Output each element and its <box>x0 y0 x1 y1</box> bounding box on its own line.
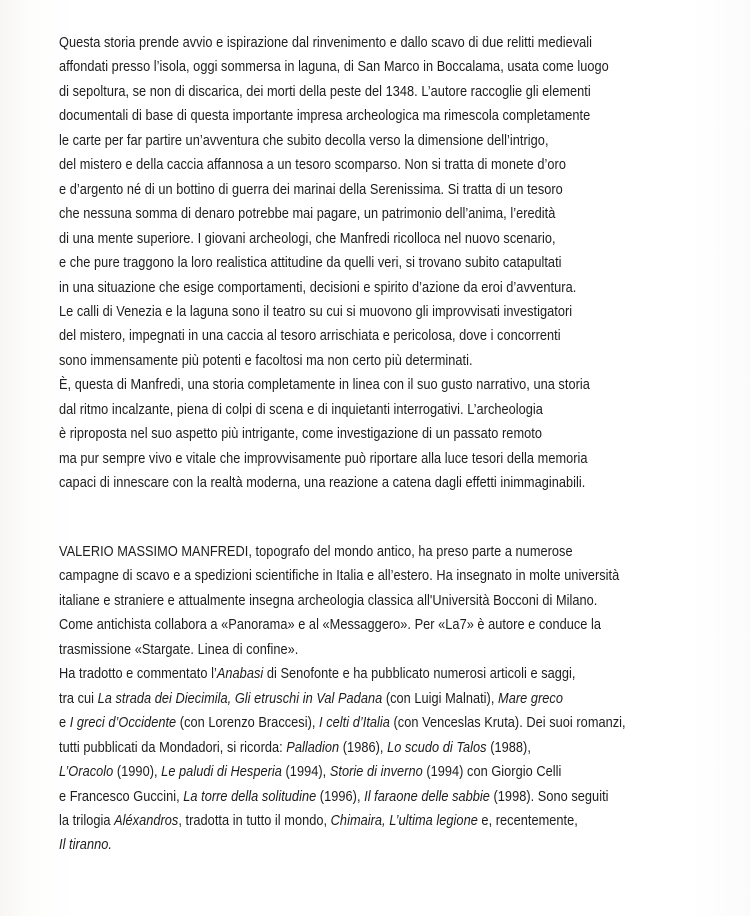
synopsis-line <box>59 471 609 495</box>
text-segment: Questa storia prende avvio e ispirazione dal rinvenimento e dallo scavo di due relitti medievali <box>59 34 593 51</box>
italic-title-text: La torre della solitudine <box>183 787 317 805</box>
text-segment: che nessuna somma di denaro potrebbe mai pagare, un patrimonio dell’anima, l’eredità <box>59 205 556 223</box>
synopsis-line <box>59 55 609 79</box>
italic-title-text: Chimaira, L’ultima legione <box>330 811 478 829</box>
italic-title-text: Palladion <box>286 738 340 756</box>
bio-line <box>59 736 626 760</box>
text-segment: Ha tradotto e commentato l’ <box>59 665 217 683</box>
synopsis-line <box>59 251 609 275</box>
bio-line <box>59 711 626 735</box>
italic-title-text: Lo scudo di Talos <box>387 738 487 756</box>
text-segment: (con Venceslas Kruta). Dei suoi romanzi, <box>389 714 626 732</box>
synopsis-line <box>59 202 609 226</box>
italic-title-text: Mare greco <box>498 689 563 707</box>
synopsis-line <box>59 398 609 422</box>
text-segment: tra cui <box>59 689 98 707</box>
text-segment: campagne di scavo e a spedizioni scientifiche in Italia e all’estero. Ha insegnato in molte università <box>59 567 620 585</box>
synopsis-line <box>59 104 609 128</box>
text-segment: in una situazione che esige comportamenti, decisioni e spirito d’azione da eroi d’avventura. <box>59 278 577 296</box>
text-segment: sono immensamente più potenti e facoltosi ma non certo più determinati. <box>59 351 473 369</box>
text-segment: e d’argento né di un bottino di guerra dei marinai della Serenissima. Si tratta di un tesoro <box>59 180 563 198</box>
synopsis-line <box>59 153 609 177</box>
text-segment: la trilogia <box>59 811 115 829</box>
synopsis-line <box>59 227 609 251</box>
synopsis-paragraph <box>59 31 713 496</box>
text-segment: documentali di base di questa importante impresa archeologica ma rimescola completamente <box>59 107 591 125</box>
text-segment: capaci di innescare con la realtà moderna, una reazione a catena dagli effetti inimmaginabili. <box>59 474 586 492</box>
text-segment: e Francesco Guccini, <box>59 787 184 805</box>
italic-title-text: Aléxandros <box>114 811 179 829</box>
text-segment: del mistero, impegnati in una caccia al tesoro arrischiata e pericolosa, dove i concorrenti <box>59 327 561 345</box>
text-segment: e che pure traggono la loro realistica attitudine da quelli veri, si trovano subito catapultati <box>59 254 562 272</box>
synopsis-line <box>59 373 609 397</box>
text-segment: dal ritmo incalzante, piena di colpi di scena e di inquietanti interrogativi. L’archeologia <box>59 400 543 418</box>
text-segment: italiane e straniere e attualmente insegna archeologia classica all'Università Bocconi di Milano. <box>59 591 598 609</box>
bio-line <box>59 760 626 784</box>
italic-title-text: I celti d’Italia <box>319 714 390 732</box>
italic-title-text: Il faraone delle sabbie <box>364 787 490 805</box>
synopsis-line <box>59 129 609 153</box>
synopsis-line <box>59 349 609 373</box>
text-segment: è riproposta nel suo aspetto più intrigante, come investigazione di un passato remoto <box>59 425 542 443</box>
text-segment: di una mente superiore. I giovani archeologi, che Manfredi ricolloca nel nuovo scenario, <box>59 229 556 247</box>
text-segment: È, questa di Manfredi, una storia completamente in linea con il suo gusto narrativo, una storia <box>59 376 590 394</box>
text-segment: (con Lorenzo Braccesi), <box>176 714 320 732</box>
synopsis-line <box>59 300 609 324</box>
synopsis-line <box>59 276 609 300</box>
text-segment: ma pur sempre vivo e vitale che improvvisamente può riportare alla luce tesori della memoria <box>59 449 588 467</box>
synopsis-line <box>59 447 609 471</box>
bio-line <box>59 785 626 809</box>
text-segment: di Senofonte e ha pubblicato numerosi articoli e saggi, <box>263 665 576 683</box>
text-segment: di sepoltura, se non di discarica, dei morti della peste del 1348. L’autore raccoglie gli elementi <box>59 82 591 100</box>
text-segment: Le calli di Venezia e la laguna sono il teatro su cui si muovono gli improvvisati investigatori <box>59 302 573 320</box>
text-segment: (1994), <box>281 763 330 781</box>
text-segment: e, recentemente, <box>477 811 578 829</box>
bio-line <box>59 540 626 564</box>
bio-line <box>59 662 626 686</box>
text-segment: (1998). Sono seguiti <box>489 787 609 805</box>
author-biography-paragraph <box>59 540 734 858</box>
bio-line <box>59 833 626 857</box>
bio-line <box>59 589 626 613</box>
text-segment: le carte per far partire un’avventura che subito decolla verso la dimensione dell’intrigo, <box>59 131 549 149</box>
italic-title-text: La strada dei Diecimila, Gli etruschi in Val Padana <box>97 689 383 707</box>
text-segment: trasmissione «Stargate. Linea di confine». <box>59 640 299 658</box>
bio-line <box>59 564 626 588</box>
text-segment: affondati presso l’isola, oggi sommersa in laguna, di San Marco in Boccalama, usata come luogo <box>59 58 609 76</box>
text-segment: (1996), <box>316 787 365 805</box>
text-segment: (1988), <box>486 738 531 756</box>
text-segment: (1990), <box>113 763 162 781</box>
italic-title-text: Le paludi di Hesperia <box>161 763 282 781</box>
text-segment: (con Luigi Malnati), <box>382 689 499 707</box>
italic-title-text: I greci d’Occidente <box>69 714 177 732</box>
text-segment: tutti pubblicati da Mondadori, si ricorda: <box>59 738 287 756</box>
italic-title-text: L’Oracolo <box>59 763 114 781</box>
synopsis-line <box>59 422 609 446</box>
text-segment: Come antichista collabora a «Panorama» e al «Messaggero». Per «La7» è autore e conduce la <box>59 616 602 634</box>
bio-line <box>59 809 626 833</box>
text-segment: del mistero e della caccia affannosa a un tesoro scomparso. Non si tratta di monete d’oro <box>59 156 566 174</box>
synopsis-line <box>59 31 609 55</box>
bio-line <box>59 687 626 711</box>
text-segment: e <box>59 714 70 732</box>
italic-title-text: Anabasi <box>216 665 264 683</box>
text-segment: , tradotta in tutto il mondo, <box>178 811 331 829</box>
italic-title-text: Il tiranno. <box>59 836 112 854</box>
bio-line <box>59 638 626 662</box>
synopsis-line <box>59 324 609 348</box>
italic-title-text: Storie di inverno <box>329 763 423 781</box>
text-segment: VALERIO MASSIMO MANFREDI, topografo del mondo antico, ha preso parte a numerose <box>59 543 573 560</box>
text-segment: (1986), <box>339 738 388 756</box>
synopsis-line <box>59 80 609 104</box>
synopsis-line <box>59 178 609 202</box>
bio-line <box>59 613 626 637</box>
text-segment: (1994) con Giorgio Celli <box>422 763 562 781</box>
